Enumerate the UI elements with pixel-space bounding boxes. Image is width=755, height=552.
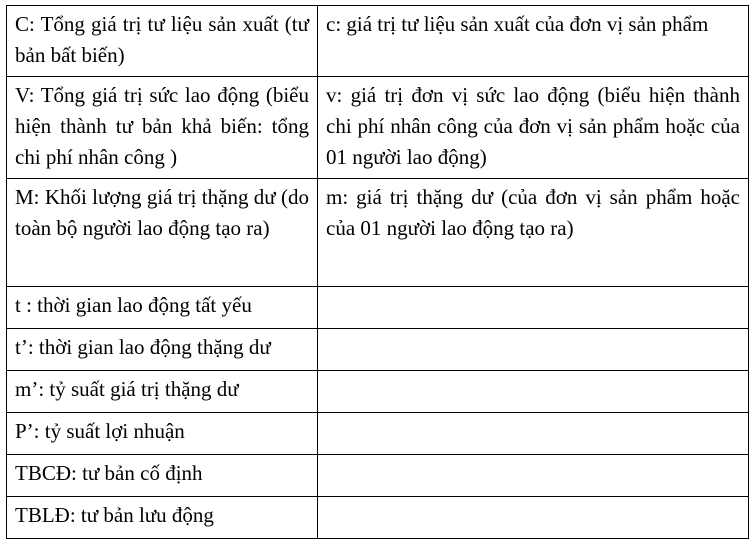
table-row [7, 371, 749, 413]
definition-cell [318, 287, 749, 329]
table-row [7, 497, 749, 539]
definition-cell: m: giá trị thặng dư (của đơn vị sản phẩm hoặc của 01 người lao động tạo ra) [318, 179, 749, 287]
definition-cell: v: giá trị đơn vị sức lao động (biểu hiện thành chi phí nhân công của đơn vị sản phẩm hoặc của 01 người lao động) [318, 77, 749, 179]
table-row [7, 77, 749, 179]
definition-cell [318, 371, 749, 413]
term-cell: P’: tỷ suất lợi nhuận [7, 413, 318, 455]
definition-cell [318, 413, 749, 455]
glossary-table [6, 5, 749, 539]
term-cell: t’: thời gian lao động thặng dư [7, 329, 318, 371]
term-cell: t : thời gian lao động tất yếu [7, 287, 318, 329]
definition-cell [318, 329, 749, 371]
term-cell: TBCĐ: tư bản cố định [7, 455, 318, 497]
table-row [7, 329, 749, 371]
table-row [7, 287, 749, 329]
table-row [7, 455, 749, 497]
definition-cell [318, 497, 749, 539]
table-row [7, 413, 749, 455]
definition-cell: c: giá trị tư liệu sản xuất của đơn vị sản phẩm [318, 6, 749, 77]
term-cell: V: Tổng giá trị sức lao động (biểu hiện thành tư bản khả biến: tổng chi phí nhân công ) [7, 77, 318, 179]
table-row [7, 6, 749, 77]
term-cell: TBLĐ: tư bản lưu động [7, 497, 318, 539]
table-row [7, 179, 749, 287]
term-cell: m’: tỷ suất giá trị thặng dư [7, 371, 318, 413]
term-cell: M: Khối lượng giá trị thặng dư (do toàn bộ người lao động tạo ra) [7, 179, 318, 287]
term-cell: C: Tổng giá trị tư liệu sản xuất (tư bản bất biến) [7, 6, 318, 77]
definition-cell [318, 455, 749, 497]
